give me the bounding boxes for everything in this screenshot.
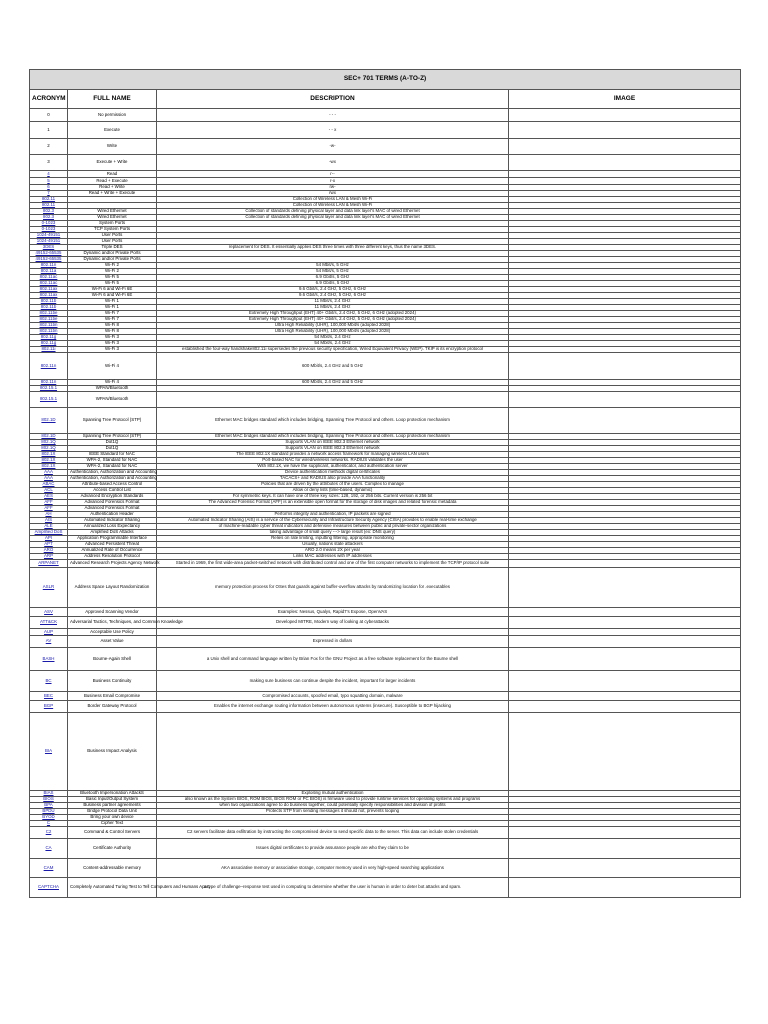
table-row	[30, 392, 741, 408]
image-cell	[509, 353, 741, 380]
full-name-cell: Automated Indicator Sharing	[68, 518, 157, 524]
table-row	[30, 408, 741, 434]
full-name-cell: Advanced Forensics Format	[68, 506, 157, 512]
table-title: SEC+ 701 TERMS (A-TO-Z)	[30, 70, 741, 90]
full-name-cell: Attribute-based Access Control	[68, 482, 157, 488]
full-name-cell: IEEE Standard for NAC	[68, 452, 157, 458]
acronym-cell[interactable]: 802.1D	[30, 408, 68, 434]
full-name-cell: Write	[68, 139, 157, 155]
acronym-cell[interactable]: 802.1X	[30, 464, 68, 470]
acronym-cell[interactable]: ACL	[30, 488, 68, 494]
full-name-cell: Wi-Fi 1	[68, 305, 157, 311]
description-cell: r-x	[157, 178, 509, 185]
image-cell	[509, 629, 741, 636]
acronym-cell[interactable]: 802.11	[30, 197, 68, 203]
table-row	[30, 878, 741, 898]
acronym-cell[interactable]: 1024-49151	[30, 233, 68, 239]
full-name-cell: Wired Ethernet	[68, 215, 157, 221]
acronym-cell[interactable]: 802.11n	[30, 353, 68, 380]
full-name-cell: Wi-Fi 3	[68, 335, 157, 341]
full-name-cell: Command & Control Servers	[68, 827, 157, 839]
acronym-cell[interactable]: AES	[30, 494, 68, 500]
acronym-cell[interactable]: AIS	[30, 518, 68, 524]
full-name-cell: Access Control List	[68, 488, 157, 494]
table-row	[30, 636, 741, 648]
image-cell	[509, 692, 741, 701]
table-row	[30, 692, 741, 701]
acronym-cell[interactable]: BPA	[30, 803, 68, 809]
acronym-cell[interactable]: 802.1X	[30, 452, 68, 458]
table-row	[30, 713, 741, 791]
full-name-cell: Wi-Fi 2	[68, 263, 157, 269]
full-name-cell: Address Resolution Protocol	[68, 554, 157, 560]
description-cell: ARO 2.0 means 2X per year	[157, 548, 509, 554]
description-cell: The IEEE 802.1X standard provides a network access framework for managing wireless LAN users	[157, 452, 509, 458]
image-cell	[509, 878, 741, 898]
image-cell	[509, 178, 741, 185]
acronym-cell[interactable]: 802.11b	[30, 305, 68, 311]
description-cell: rwx	[157, 191, 509, 197]
description-cell: Expressed in dollars	[157, 636, 509, 648]
acronym-cell[interactable]: ATT&CK	[30, 617, 68, 629]
header-description[interactable]: DESCRIPTION	[157, 90, 509, 109]
description-cell: Collection of Wireless LAN & Mesh Wi-Fi	[157, 203, 509, 209]
full-name-cell: Wi-Fi 8	[68, 329, 157, 335]
table-row	[30, 109, 741, 122]
acronym-cell[interactable]: ASV	[30, 608, 68, 617]
full-name-cell: WPA-2, Standard for NAC	[68, 458, 157, 464]
acronym-cell[interactable]: AAA	[30, 470, 68, 476]
image-cell	[509, 839, 741, 859]
table-row	[30, 353, 741, 380]
acronym-cell[interactable]: API	[30, 536, 68, 542]
acronym-cell[interactable]: ALE	[30, 524, 68, 530]
acronym-cell[interactable]: 802.11g	[30, 335, 68, 341]
acronym-cell[interactable]: 802.11ac	[30, 275, 68, 281]
acronym-cell[interactable]: 802.11n	[30, 263, 68, 269]
description-cell: 11 Mbit/s, 2.4 GHz	[157, 305, 509, 311]
table-row	[30, 139, 741, 155]
acronym-cell[interactable]: 5	[30, 178, 68, 185]
description-cell: Collection of standards defining physical layer and data link layer's MAC of wired Ethernet	[157, 209, 509, 215]
acronym-cell[interactable]: 0-1023	[30, 227, 68, 233]
description-cell: Exploiting mutual authentication	[157, 791, 509, 797]
acronym-cell[interactable]: 49152-65535	[30, 251, 68, 257]
acronym-cell[interactable]: 802.11bn	[30, 329, 68, 335]
description-cell: 9.6 Gbit/s, 2.4 GHz, 5 GHz, 6 GHz	[157, 293, 509, 299]
image-cell	[509, 408, 741, 434]
image-cell	[509, 617, 741, 629]
full-name-cell: Wi-Fi 6 and Wi-Fi 6E	[68, 293, 157, 299]
description-cell: 9.6 Gbit/s, 2.4 GHz, 5 GHz, 6 GHz	[157, 287, 509, 293]
description-cell: Usually, nations state attackers	[157, 542, 509, 548]
header-acronym[interactable]: ACRONYM	[30, 90, 68, 109]
description-cell: Extremely High Throughput (EHT) 40+ Gbit/s, 2.4 GHz, 5 GHz, 6 GHz (adopted 2024)	[157, 317, 509, 323]
full-name-cell: Advanced Research Projects Agency Network	[68, 560, 157, 568]
acronym-cell[interactable]: 802.11bn	[30, 323, 68, 329]
description-cell: For symmetric keys. It can have one of three key sizes: 128, 192, or 256 bits. Current version is 256 bit	[157, 494, 509, 500]
acronym-cell[interactable]: Amplified DoS	[30, 530, 68, 536]
description-cell: making sure business can continue despite the incident, important for larger incidents	[157, 671, 509, 692]
full-name-cell: Acceptable Use Policy	[68, 629, 157, 636]
full-name-cell: Read + Execute	[68, 178, 157, 185]
description-cell: Developed MITRE, Modern way of looking at cyberattacks	[157, 617, 509, 629]
acronym-cell[interactable]: BIOS	[30, 797, 68, 803]
acronym-cell[interactable]: 802.11b	[30, 299, 68, 305]
description-cell: Enables the internet exchange routing information between autonomous systems (insecure). Susceptible to BGP hijacking	[157, 701, 509, 713]
full-name-cell: Wired Ethernet	[68, 209, 157, 215]
full-name-cell: Wi-Fi 1	[68, 299, 157, 305]
full-name-cell: Bluetooth Impersonation AttackS	[68, 791, 157, 797]
description-cell: rw-	[157, 185, 509, 191]
acronym-cell[interactable]: 802.11ax	[30, 293, 68, 299]
image-cell	[509, 392, 741, 408]
acronym-cell[interactable]: 802.11a	[30, 269, 68, 275]
full-name-cell: Wi-Fi 5	[68, 281, 157, 287]
table-row	[30, 629, 741, 636]
description-cell: Extremely High Throughput (EHT) 40+ Gbit/s, 2.4 GHz, 5 GHz, 6 GHz (adopted 2024)	[157, 311, 509, 317]
table-row	[30, 178, 741, 185]
image-cell	[509, 701, 741, 713]
acronym-cell[interactable]: BASH	[30, 648, 68, 671]
full-name-cell: Execute + Write	[68, 155, 157, 171]
full-name-cell: Annualized Rate of Occurrence	[68, 548, 157, 554]
description-cell: Ultra High Reliability (UHR), 100,000 Mbit/s (adopted 2028)	[157, 329, 509, 335]
full-name-cell: Wi-Fi 7	[68, 311, 157, 317]
description-cell: 600 Mbit/s, 2.4 GHz and 5 GHz	[157, 353, 509, 380]
acronym-cell[interactable]: ASLR	[30, 568, 68, 608]
acronym-cell[interactable]: 7	[30, 191, 68, 197]
full-name-cell: Business Continuity	[68, 671, 157, 692]
description-cell: - - -	[157, 109, 509, 122]
full-name-cell: Border Gateway Protocol	[68, 701, 157, 713]
description-cell: Examples: Nessus, Qualys, Rapid7's Expose, OpenVAS	[157, 608, 509, 617]
full-name-cell: Wi-Fi 5	[68, 275, 157, 281]
table-title-row	[30, 70, 741, 90]
acronym-cell: 1	[30, 122, 68, 139]
table-row	[30, 701, 741, 713]
full-name-cell: Content-addressable memory	[68, 859, 157, 878]
acronym-cell[interactable]: 802.15.1	[30, 392, 68, 408]
description-cell: 6.9 Gbit/s, 5 GHz	[157, 281, 509, 287]
description-cell	[157, 713, 509, 791]
acronym-cell[interactable]: BC	[30, 671, 68, 692]
description-cell: TACACS+ and RADIUS also provide AAA functionality	[157, 476, 509, 482]
description-cell: Automated Indicator Sharing (AIS) is a service of the Cybersecurity and Infrastructure Security Agency (CISA) provides to enable real-time exchange	[157, 518, 509, 524]
description-cell: Collection of standards defining physical layer and data link layer's MAC of wired Ethernet	[157, 215, 509, 221]
description-cell: Supports VLAN on IEEE 802.3 Ethernet network	[157, 440, 509, 446]
acronym-cell[interactable]: 802.11ac	[30, 281, 68, 287]
acronym-cell[interactable]: 802.11i	[30, 347, 68, 353]
image-cell	[509, 122, 741, 139]
acronym-cell[interactable]: BYOD	[30, 815, 68, 821]
full-name-cell: Advanced Persistent Threat	[68, 542, 157, 548]
full-name-cell: Advanced Encryption Standards	[68, 494, 157, 500]
description-cell: Policies that are driven by the attributes of the users. Complex to manage	[157, 482, 509, 488]
acronym-cell[interactable]: 802.1X	[30, 458, 68, 464]
full-name-cell: Address Space Layout Randomization	[68, 568, 157, 608]
description-cell: Issues digital certificates to provide assurance people are who they claim to be	[157, 839, 509, 859]
full-name-cell: Read + Write	[68, 185, 157, 191]
description-cell: taking advantage of small query ---> large result (ex: DNS query)	[157, 530, 509, 536]
full-name-cell: Annualized Loss Expectancy	[68, 524, 157, 530]
full-name-cell: User Ports	[68, 239, 157, 245]
acronym-cell: 3	[30, 155, 68, 171]
description-cell: AKA associative memory or associative storage, computer memory used in very high-speed searching applications	[157, 859, 509, 878]
acronym-cell[interactable]: ARP	[30, 554, 68, 560]
acronym-cell[interactable]: 802.11g	[30, 341, 68, 347]
full-name-cell: Wi-Fi 3	[68, 341, 157, 347]
full-name-cell: WPAN/Bluetooth	[68, 386, 157, 392]
acronym-cell[interactable]: 6	[30, 185, 68, 191]
table-row	[30, 617, 741, 629]
table-row	[30, 827, 741, 839]
image-cell	[509, 560, 741, 568]
description-cell: 6.9 Gbit/s, 5 GHz	[157, 275, 509, 281]
description-cell: 54 Mbit/s, 2.4 GHz	[157, 335, 509, 341]
table-row	[30, 608, 741, 617]
table-row	[30, 839, 741, 859]
description-cell	[157, 392, 509, 408]
acronym-cell[interactable]: AFF	[30, 506, 68, 512]
header-image[interactable]: IMAGE	[509, 90, 741, 109]
image-cell	[509, 648, 741, 671]
full-name-cell: Bourne-Again Shell	[68, 648, 157, 671]
description-cell: Ultra High Reliability (UHR), 100,000 Mbit/s (adopted 2028)	[157, 323, 509, 329]
full-name-cell: Application Programmable Interface	[68, 536, 157, 542]
full-name-cell: Asset Value	[68, 636, 157, 648]
acronym-cell[interactable]: 802.11be	[30, 317, 68, 323]
acronym-cell[interactable]: BPDU	[30, 809, 68, 815]
full-name-cell: Read + Write + Execute	[68, 191, 157, 197]
full-name-cell: Wi-Fi 4	[68, 380, 157, 386]
full-name-cell: Dot1Q	[68, 446, 157, 452]
acronym-cell[interactable]: CAPTCHA	[30, 878, 68, 898]
description-cell: replacement for DES. It essentially applies DES three times with three different keys, thus the name 3DES.	[157, 245, 509, 251]
acronym-cell[interactable]: BIAS	[30, 791, 68, 797]
full-name-cell: Bridge Protocol Data Unit	[68, 809, 157, 815]
full-name-cell: Spanning Tree Protocol (STP)	[68, 408, 157, 434]
acronym-cell[interactable]: 802.1Q	[30, 446, 68, 452]
acronym-cell[interactable]: BEC	[30, 692, 68, 701]
description-cell: memory protection process for OSes that guards against buffer-overflow attacks by randomizing location for .executables	[157, 568, 509, 608]
description-cell: Supports VLAN on IEEE 802.3 Ethernet network	[157, 446, 509, 452]
full-name-cell: Wi-Fi 3	[68, 347, 157, 353]
description-cell: when two organizations agree to do business together, could potentially specify responsibilities and division of profits	[157, 803, 509, 809]
table-row	[30, 122, 741, 139]
full-name-cell: Execute	[68, 122, 157, 139]
table-row	[30, 648, 741, 671]
acronym-cell[interactable]: 802.3	[30, 215, 68, 221]
acronym-cell[interactable]: 802.11be	[30, 311, 68, 317]
description-cell: 11 Mbit/s, 2.4 GHz	[157, 299, 509, 305]
acronym-cell[interactable]: 802.1D	[30, 434, 68, 440]
table-row	[30, 560, 741, 568]
table-row	[30, 859, 741, 878]
acronym-cell[interactable]: AH	[30, 512, 68, 518]
acronym-cell[interactable]: AUP	[30, 629, 68, 636]
image-cell	[509, 859, 741, 878]
acronym-cell[interactable]: BGP	[30, 701, 68, 713]
description-cell: Performs integrity and authentication, IP packets are signed	[157, 512, 509, 518]
acronym-cell[interactable]: 4	[30, 171, 68, 178]
full-name-cell: Advanced Forensics Format	[68, 500, 157, 506]
full-name-cell: Dynamic and/or Private Ports	[68, 251, 157, 257]
description-cell: r--	[157, 171, 509, 178]
description-cell: Links MAC addresses with IP addresses	[157, 554, 509, 560]
description-cell: Allow or deny lists (time-based, dynamic)	[157, 488, 509, 494]
image-cell	[509, 109, 741, 122]
acronym-cell[interactable]: AFF	[30, 500, 68, 506]
description-cell: established the four-way handshake802.11i supersedes the previous security specification, Wired Equivalent Privacy (WEP). TKIP is its encryption protocol	[157, 347, 509, 353]
full-name-cell: Authentication, Authorization and Accounting	[68, 470, 157, 476]
full-name-cell: Wi-Fi 4	[68, 353, 157, 380]
acronym-cell[interactable]: AAA	[30, 476, 68, 482]
acronym-cell: 2	[30, 139, 68, 155]
description-cell: 54 Mbit/s, 2.4 GHz	[157, 341, 509, 347]
acronym-cell[interactable]: 0-1023	[30, 221, 68, 227]
full-name-cell: Business Impact Analysis	[68, 713, 157, 791]
full-name-cell: WPAN/Bluetooth	[68, 392, 157, 408]
acronym-cell[interactable]: APT	[30, 542, 68, 548]
image-cell	[509, 155, 741, 171]
acronym-cell[interactable]: 802.3	[30, 209, 68, 215]
image-cell	[509, 671, 741, 692]
table-row	[30, 171, 741, 178]
full-name-cell: Triple DES	[68, 245, 157, 251]
description-cell: The Advanced Forensic Format (AFF) is an extensible open format for the storage of disk images and related forensic metadata	[157, 500, 509, 506]
image-cell	[509, 608, 741, 617]
full-name-cell: Authentication Header	[68, 512, 157, 518]
acronym-cell[interactable]: 1024-49151	[30, 239, 68, 245]
description-cell: Relies on rate limiting, inputting filtering, appropriate monitoring	[157, 536, 509, 542]
table-row	[30, 671, 741, 692]
acronym-cell[interactable]: ARPANET	[30, 560, 68, 568]
full-name-cell: Amplified DoS Attacks	[68, 530, 157, 536]
full-name-cell: Wi-Fi 2	[68, 269, 157, 275]
full-name-cell: Dynamic and/or Private Ports	[68, 257, 157, 263]
table-row	[30, 155, 741, 171]
description-cell: With 802.1X, we have the supplicant, authenticator, and authentication server	[157, 464, 509, 470]
full-name-cell: Wi-Fi 6 and Wi-Fi 6E	[68, 287, 157, 293]
full-name-cell: User Ports	[68, 233, 157, 239]
description-cell: Compromised accounts, spoofed email, typo squatting domain, malware	[157, 692, 509, 701]
description-cell	[157, 629, 509, 636]
acronym-cell[interactable]: ARO	[30, 548, 68, 554]
description-cell: 54 Mbit/s, 5 GHz	[157, 269, 509, 275]
image-cell	[509, 139, 741, 155]
image-cell	[509, 636, 741, 648]
full-name-cell: Completely Automated Turing Test to Tell Computers and Humans Apart	[68, 878, 157, 898]
acronym-cell[interactable]: C2	[30, 827, 68, 839]
full-name-cell: Wi-Fi 8	[68, 323, 157, 329]
image-cell	[509, 827, 741, 839]
image-cell	[509, 568, 741, 608]
full-name-cell: TCP System Ports	[68, 227, 157, 233]
acronym-cell[interactable]: C	[30, 821, 68, 827]
full-name-cell: Cipher Text	[68, 821, 157, 827]
acronym-cell: 0	[30, 109, 68, 122]
acronym-cell[interactable]: AV	[30, 636, 68, 648]
full-name-cell: Business partner agreements	[68, 803, 157, 809]
full-name-cell: Business Email Compromise	[68, 692, 157, 701]
description-cell: of machine-readable cyber threat indicators and defensive measures between public and private-sector organizations	[157, 524, 509, 530]
full-name-cell: Read	[68, 171, 157, 178]
full-name-cell: Approved Scanning Vendor	[68, 608, 157, 617]
image-cell	[509, 713, 741, 791]
acronym-cell[interactable]: 802.11n	[30, 380, 68, 386]
description-cell: also known as the System BIOS, ROM BIOS, BIOS ROM or PC BIOS) is firmware used to provide runtime services for operating systems and programs	[157, 797, 509, 803]
acronym-cell[interactable]: 802.1Q	[30, 440, 68, 446]
full-name-cell: Adversarial Tactics, Techniques, and Common Knowledge	[68, 617, 157, 629]
acronym-cell[interactable]: 802.11ax	[30, 287, 68, 293]
description-cell: a type of challenge–response test used in computing to determine whether the user is human in order to deter bot attacks and spam.	[157, 878, 509, 898]
header-full-name[interactable]: FULL NAME	[68, 90, 157, 109]
acronym-cell[interactable]: ABAC	[30, 482, 68, 488]
acronym-cell[interactable]: CAM	[30, 859, 68, 878]
terms-table	[29, 69, 741, 898]
acronym-cell[interactable]: 49152-65535	[30, 257, 68, 263]
full-name-cell: Bring your own device	[68, 815, 157, 821]
acronym-cell[interactable]: CA	[30, 839, 68, 859]
description-cell: Ethernet MAC bridges standard which includes bridging, Spanning Tree Protocol and others. Loop protection mechanism	[157, 434, 509, 440]
full-name-cell: Authentication, Authorization and Accounting	[68, 476, 157, 482]
full-name-cell: System Ports	[68, 221, 157, 227]
table-row	[30, 568, 741, 608]
full-name-cell: Certificate Authority	[68, 839, 157, 859]
acronym-cell[interactable]: 3DES	[30, 245, 68, 251]
description-cell: a Unix shell and command language written by Brian Fox for the GNU Project as a free software replacement for the Bourne shell	[157, 648, 509, 671]
description-cell: -wx	[157, 155, 509, 171]
image-cell	[509, 171, 741, 178]
acronym-cell[interactable]: 802.11	[30, 203, 68, 209]
full-name-cell: Wi-Fi 7	[68, 317, 157, 323]
description-cell: -w-	[157, 139, 509, 155]
description-cell: 600 Mbit/s, 2.4 GHz and 5 GHz	[157, 380, 509, 386]
full-name-cell: No permission	[68, 109, 157, 122]
full-name-cell: WPA-2, Standard for NAC	[68, 464, 157, 470]
description-cell: Ethernet MAC bridges standard which includes bridging, Spanning Tree Protocol and others. Loop protection mechanism	[157, 408, 509, 434]
full-name-cell: Spanning Tree Protocol (STP)	[68, 434, 157, 440]
description-cell: Started in 1969, the first wide-area packet-switched network with distributed control and one of the first computer networks to implement the TCP/IP protocol suite	[157, 560, 509, 568]
acronym-cell[interactable]: 802.15.1	[30, 386, 68, 392]
full-name-cell: Dot1Q	[68, 440, 157, 446]
table-body	[30, 109, 741, 898]
description-cell: - - x	[157, 122, 509, 139]
header-row	[30, 90, 741, 109]
description-cell: Collection of Wireless LAN & Mesh Wi-Fi	[157, 197, 509, 203]
acronym-cell[interactable]: BIA	[30, 713, 68, 791]
description-cell: Device authentication methods digital certificates	[157, 470, 509, 476]
description-cell: Port-based NAC for wired/wireless networks. RADIUS validates the user	[157, 458, 509, 464]
description-cell: Protects STP from sending messages it should not, prevents looping	[157, 809, 509, 815]
description-cell: C2 servers facilitate data exfiltration by instructing the compromised device to send specific data to the server. This data can include stolen credentials	[157, 827, 509, 839]
description-cell: 54 Mbit/s, 5 GHz	[157, 263, 509, 269]
full-name-cell: Basic Input/Output System	[68, 797, 157, 803]
